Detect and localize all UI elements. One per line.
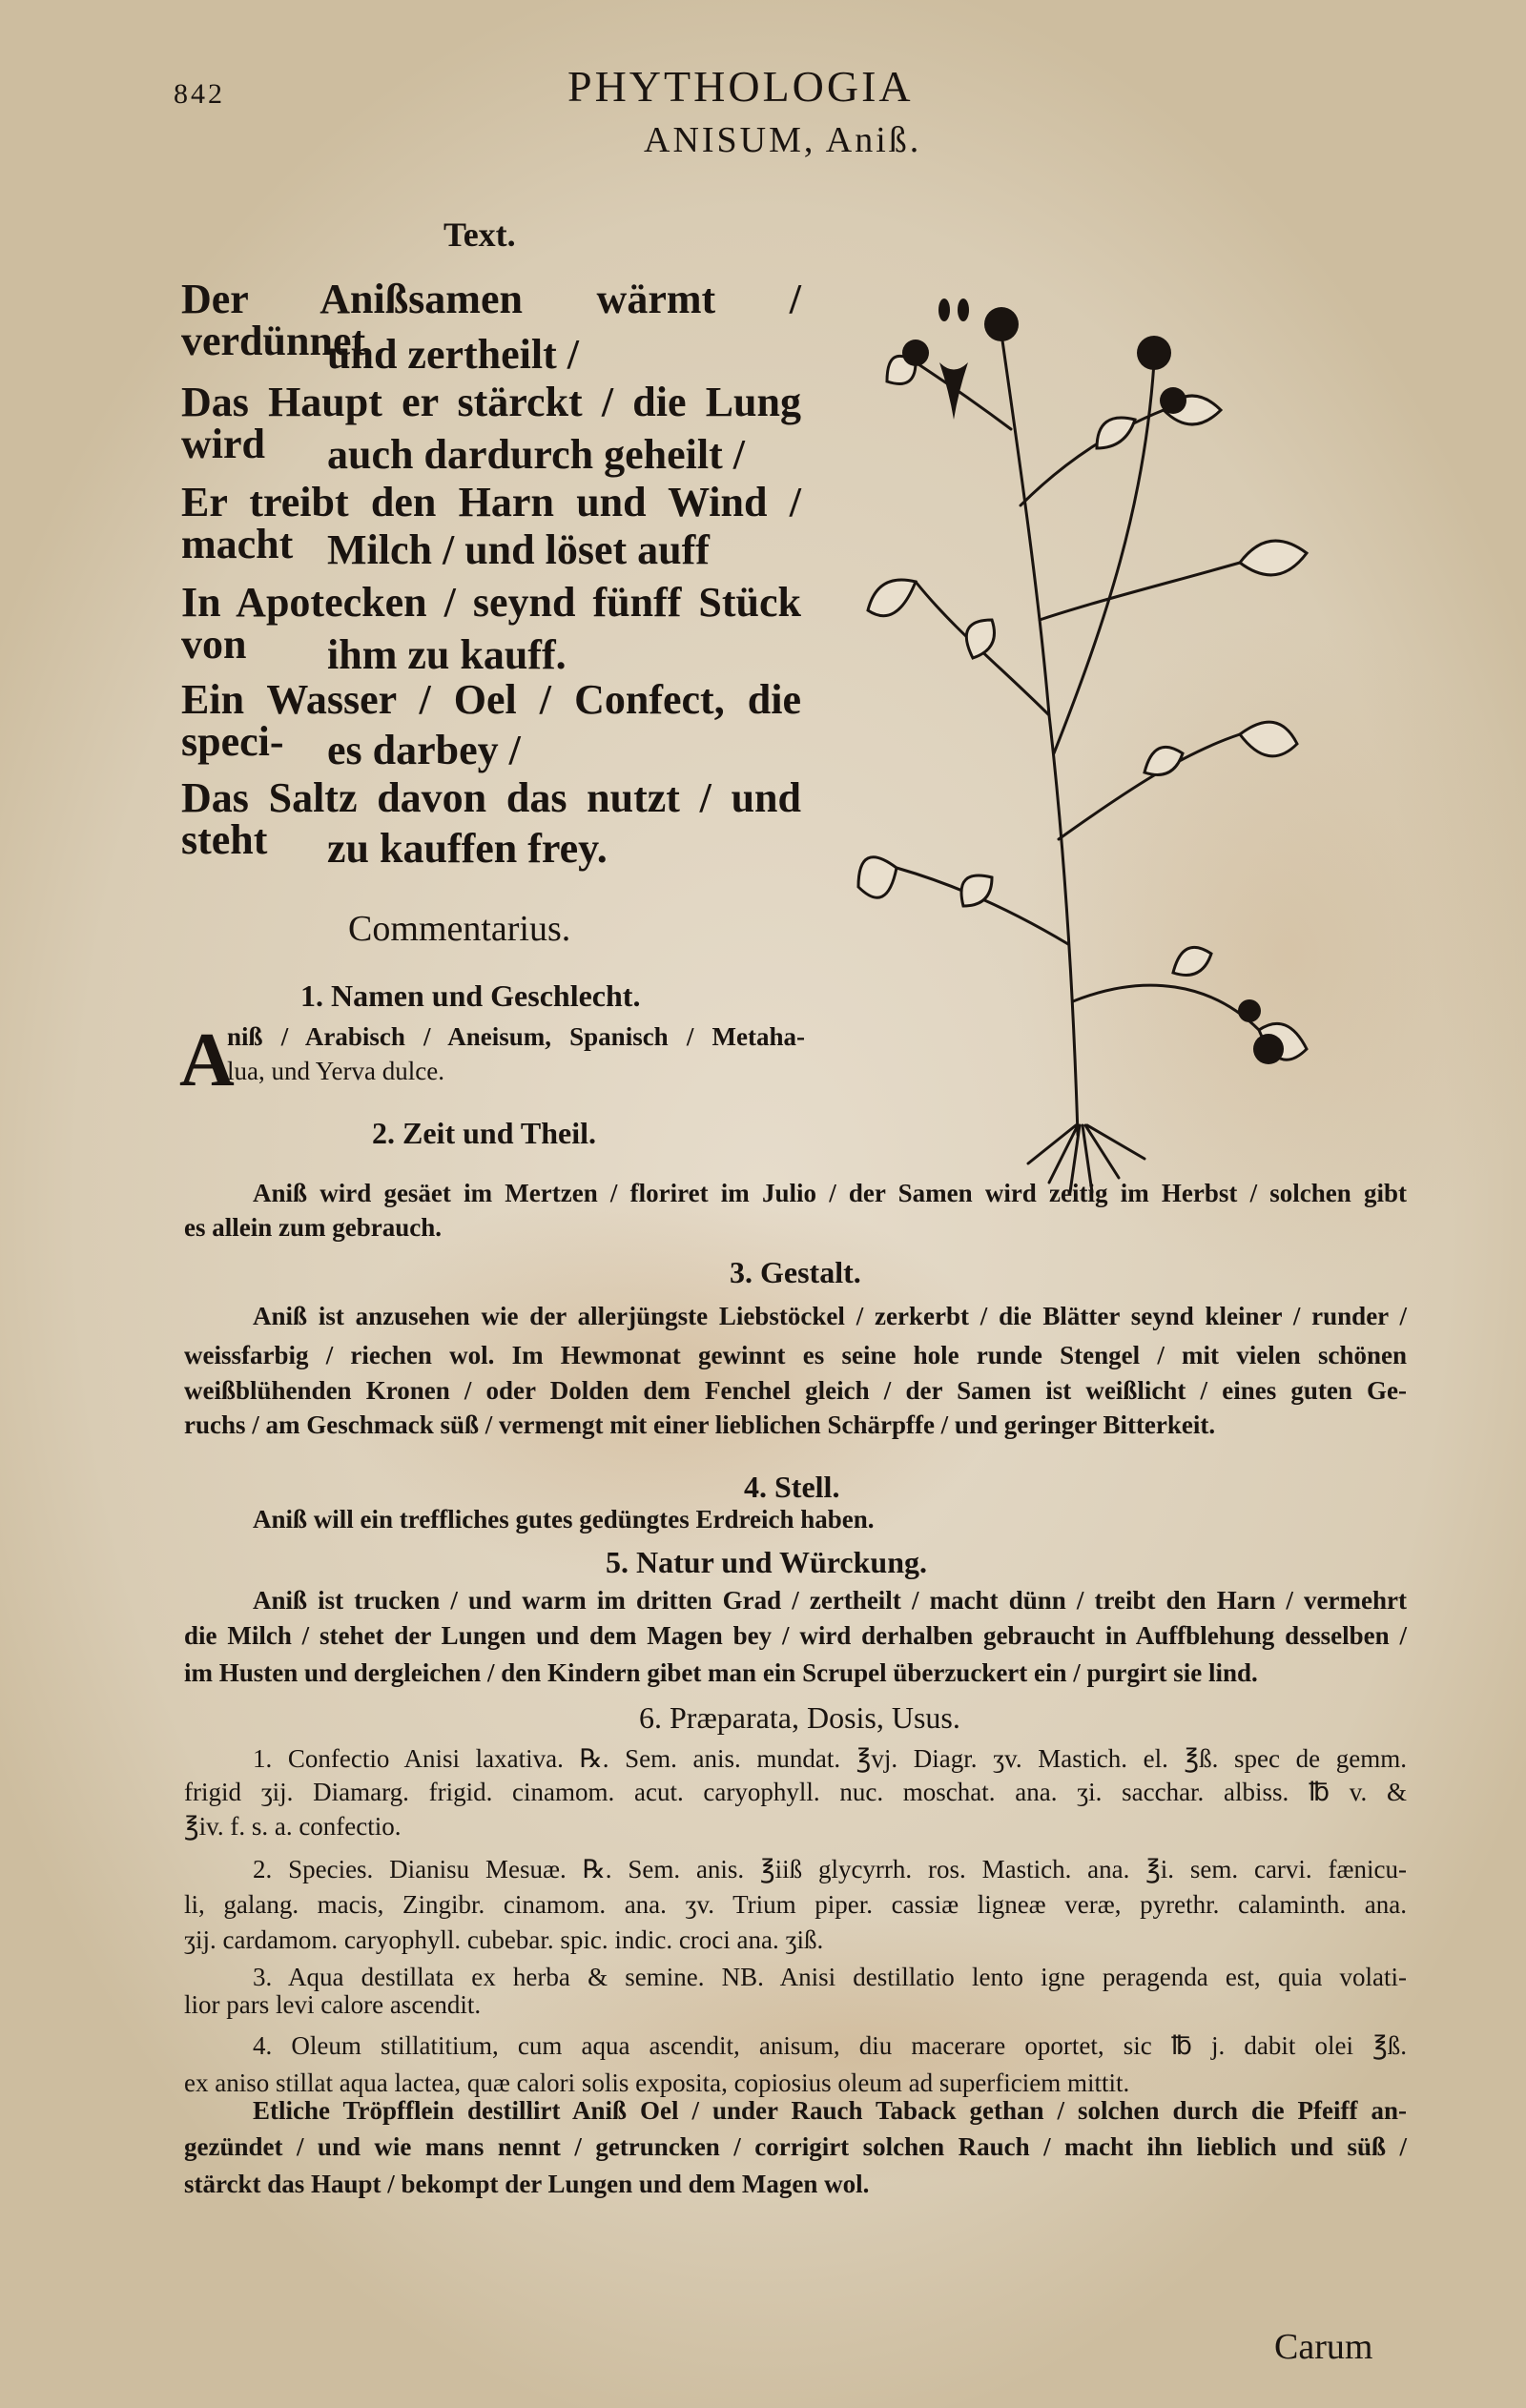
commentarius-heading: Commentarius. (348, 909, 571, 949)
recipe-line: li, galang. macis, Zingibr. cinamom. ana. ʒv. Trium piper. cassiæ ligneæ veræ, pyrethr. calaminth. ana. (184, 1890, 1407, 1919)
recipe-line: 2. Species. Dianisu Mesuæ. ℞. Sem. anis. ℥iiß glycyrrh. ros. Mastich. ana. ℥i. sem. carvi. fænicu- (253, 1855, 1407, 1883)
section-5-line: Aniß ist trucken / und warm im dritten Grad / zertheilt / macht dünn / treibt den Harn / vermehrt (253, 1586, 1407, 1615)
page-subtitle: ANISUM, Aniß. (644, 120, 922, 160)
recipe-line: 1. Confectio Anisi laxativa. ℞. Sem. anis. mundat. ℥vj. Diagr. ʒv. Mastich. el. ℥ß. spec de gemm. (253, 1744, 1407, 1773)
section-6-title: 6. Præparata, Dosis, Usus. (639, 1700, 960, 1735)
poem-line: Er treibt den Harn und Wind / macht (181, 479, 801, 567)
section-4-line: Aniß will ein treffliches gutes gedüngtes Erdreich haben. (253, 1505, 875, 1533)
section-1-title: 1. Namen und Geschlecht. (300, 978, 641, 1013)
page-number: 842 (174, 78, 225, 110)
section-5-line: die Milch / stehet der Lungen und dem Magen bey / wird derhalben gebraucht in Auffblehung desselben / (184, 1621, 1407, 1650)
drop-cap: A (179, 1019, 235, 1102)
text-heading: Text. (443, 216, 516, 254)
section-2-line: Aniß wird gesäet im Mertzen / floriret im Julio / der Samen wird zeitig im Herbst / solchen gibt (253, 1179, 1407, 1207)
recipe-line: ℥iv. f. s. a. confectio. (184, 1812, 402, 1841)
section-2-title: 2. Zeit und Theil. (372, 1116, 597, 1150)
recipe-line: ex aniso stillat aqua lactea, quæ calori solis exposita, copiosius oleum ad superficiem mittit. (184, 2068, 1130, 2097)
poem-line: auch dardurch geheilt / (327, 431, 746, 478)
recipe-line: 3. Aqua destillata ex herba & semine. NB. Anisi destillatio lento igne peragenda est, quia volati- (253, 1963, 1407, 1991)
section-1-line: niß / Arabisch / Aneisum, Spanisch / Metaha- (227, 1022, 805, 1051)
recipe-line: frigid ʒij. Diamarg. frigid. cinamom. acut. caryophyll. nuc. moschat. ana. ʒi. sacchar. albiss. ℔ v. & (184, 1778, 1407, 1806)
poem-line: zu kauffen frey. (327, 825, 608, 872)
catchword: Carum (1274, 2327, 1373, 2367)
running-title: PHYTHOLOGIA (567, 62, 914, 111)
paragraph-line: Etliche Tröpfflein destillirt Aniß Oel / under Rauch Taback gethan / solchen durch die Pfeiff an- (253, 2096, 1407, 2125)
poem-line: In Apotecken / seynd fünff Stück von (181, 579, 801, 668)
section-1-line: lua, und Yerva dulce. (227, 1057, 444, 1085)
anise-plant-woodcut-icon (858, 219, 1335, 1183)
section-3-line: weißblühenden Kronen / oder Dolden dem Fenchel gleich / der Samen ist weißlicht / eines guten Ge- (184, 1376, 1407, 1405)
section-3-title: 3. Gestalt. (730, 1255, 861, 1289)
poem-line: Das Saltz davon das nutzt / und steht (181, 774, 801, 863)
poem-line: Milch / und löset auff (327, 526, 710, 573)
poem-line: und zertheilt / (327, 331, 579, 378)
section-2-line: es allein zum gebrauch. (184, 1213, 442, 1242)
recipe-line: 4. Oleum stillatitium, cum aqua ascendit, anisum, diu macerare oportet, sic ℔ j. dabit olei ℥ß. (253, 2031, 1407, 2060)
recipe-line: lior pars levi calore ascendit. (184, 1990, 482, 2019)
poem-line: Ein Wasser / Oel / Confect, die speci- (181, 676, 801, 765)
section-5-title: 5. Natur und Würckung. (606, 1545, 928, 1579)
paragraph-line: gezündet / und wie mans nennt / getruncken / corrigirt solchen Rauch / macht ihn lieblich und süß / (184, 2132, 1407, 2161)
section-4-title: 4. Stell. (744, 1470, 840, 1504)
paragraph-line: stärckt das Haupt / bekompt der Lungen und dem Magen wol. (184, 2170, 870, 2198)
poem-line: ihm zu kauff. (327, 631, 567, 678)
poem-line: Der Anißsamen wärmt / verdünnet (181, 276, 801, 364)
poem-line: Das Haupt er stärckt / die Lung wird (181, 379, 801, 467)
section-3-line: ruchs / am Geschmack süß / vermengt mit einer lieblichen Schärpffe / und geringer Bitterkeit. (184, 1410, 1216, 1439)
poem-line: es darbey / (327, 727, 521, 773)
section-3-line: weissfarbig / riechen wol. Im Hewmonat gewinnt es seine hole runde Stengel / mit vielen schönen (184, 1341, 1407, 1369)
section-5-line: im Husten und dergleichen / den Kindern gibet man ein Scrupel überzuckert ein / purgirt sie lind. (184, 1658, 1258, 1687)
section-3-line: Aniß ist anzusehen wie der allerjüngste Liebstöckel / zerkerbt / die Blätter seynd kleiner / runder / (253, 1302, 1407, 1330)
recipe-line: ʒij. cardamom. caryophyll. cubebar. spic. indic. croci ana. ʒiß. (184, 1925, 824, 1954)
